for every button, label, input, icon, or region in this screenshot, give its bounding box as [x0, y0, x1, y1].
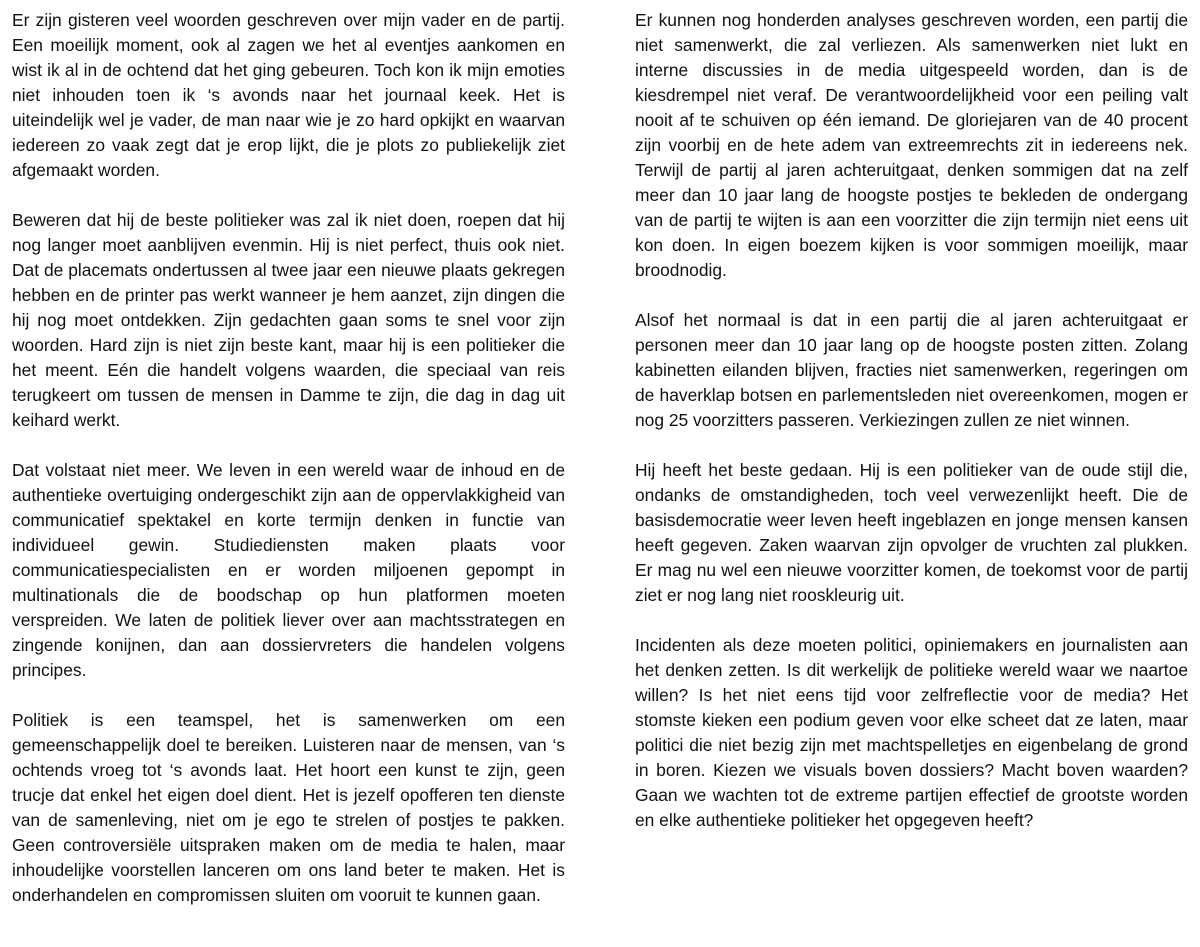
paragraph: Politiek is een teamspel, het is samenwerken om een gemeenschappelijk doel te bereiken. Luisteren naar de mensen, van ‘s ochtends vroeg tot ‘s avonds laat. Het hoort een kunst te zijn, geen trucje dat enkel het eigen doel dient. Het is jezelf opofferen ten dienste van de samenleving, niet om je ego te strelen of postjes te pakken. Geen controversiële uitspraken maken om de media te halen, maar inhoudelijke voorstellen lanceren om ons land beter te maken. Het is onderhandelen en compromissen sluiten om vooruit te kunnen gaan. — [12, 710, 565, 905]
paragraph: Hij heeft het beste gedaan. Hij is een politieker van de oude stijl die, ondanks de omstandigheden, toch veel verwezenlijkt heeft. Die de basisdemocratie weer leven heeft ingeblazen en jonge mensen kansen heeft gegeven. Zaken waarvan zijn opvolger de vruchten zal plukken. Er mag nu wel een nieuwe voorzitter komen, de toekomst voor de partij ziet er nog lang niet rooskleurig uit. — [635, 460, 1188, 605]
paragraph: Er zijn gisteren veel woorden geschreven over mijn vader en de partij. Een moeilijk moment, ook al zagen we het al eventjes aankomen en wist ik al in de ochtend dat het ging gebeuren. Toch kon ik mijn emoties niet inhouden toen ik ‘s avonds naar het journaal keek. Het is uiteindelijk wel je vader, de man naar wie je zo hard opkijkt en waarvan iedereen zo vaak zegt dat je erop lijkt, die je plots zo publiekelijk ziet afgemaakt worden. — [12, 10, 565, 180]
paragraph: Incidenten als deze moeten politici, opiniemakers en journalisten aan het denken zetten. Is dit werkelijk de politieke wereld waar we naartoe willen? Is het niet eens tijd voor zelfreflectie voor de media? Het stomste kieken een podium geven voor elke scheet dat ze laten, maar politici die niet bezig zijn met machtspelletjes en eigenbelang de grond in boren. Kiezen we visuals boven dossiers? Macht boven waarden? Gaan we wachten tot de extreme partijen effectief de grootste worden en elke authentieke politieker het opgegeven heeft? — [635, 635, 1188, 830]
paragraph: Beweren dat hij de beste politieker was zal ik niet doen, roepen dat hij nog langer moet aanblijven evenmin. Hij is niet perfect, thuis ook niet. Dat de placemats ondertussen al twee jaar een nieuwe plaats gekregen hebben en de printer pas werkt wanneer je hem aanzet, zijn dingen die hij nog moet ontdekken. Zijn gedachten gaan soms te snel voor zijn woorden. Hard zijn is niet zijn beste kant, maar hij is een politieker die het meent. Eén die handelt volgens waarden, die speciaal van reis terugkeert om tussen de mensen in Damme te zijn, die dag in dag uit keihard werkt. — [12, 210, 565, 430]
paragraph: Er kunnen nog honderden analyses geschreven worden, een partij die niet samenwerkt, die zal verliezen. Als samenwerken niet lukt en interne discussies in de media uitgespeeld worden, dan is de kiesdrempel niet veraf. De verantwoordelijkheid voor een peiling valt nooit af te schuiven op één iemand. De gloriejaren van de 40 procent zijn voorbij en de hete adem van extreemrechts zit in iedereens nek. Terwijl de partij al jaren achteruitgaat, denken sommigen dat na zelf meer dan 10 jaar lang de hoogste postjes te bekleden de ondergang van de partij te wijten is aan een voorzitter die zijn termijn niet eens uit kon doen. In eigen boezem kijken is voor sommigen moeilijk, maar broodnodig. — [635, 10, 1188, 280]
left-column — [12, 8, 565, 947]
right-column — [635, 8, 1188, 947]
paragraph: Alsof het normaal is dat in een partij die al jaren achteruitgaat er personen meer dan 10 jaar lang op de hoogste posten zitten. Zolang kabinetten eilanden blijven, fracties niet samenwerken, regeringen om de haverklap botsen en parlementsleden niet overeenkomen, mogen er nog 25 voorzitters passeren. Verkiezingen zullen ze niet winnen. — [635, 310, 1188, 430]
paragraph: Dat volstaat niet meer. We leven in een wereld waar de inhoud en de authentieke overtuiging ondergeschikt zijn aan de oppervlakkigheid van communicatief spektakel en korte termijn denken in functie van individueel gewin. Studiediensten maken plaats voor communicatiespecialisten en er worden miljoenen gepompt in multinationals die de boodschap op hun platformen moeten verspreiden. We laten de politiek liever over aan machtsstrategen en zingende konijnen, dan aan dossiervreters die handelen volgens principes. — [12, 460, 565, 680]
